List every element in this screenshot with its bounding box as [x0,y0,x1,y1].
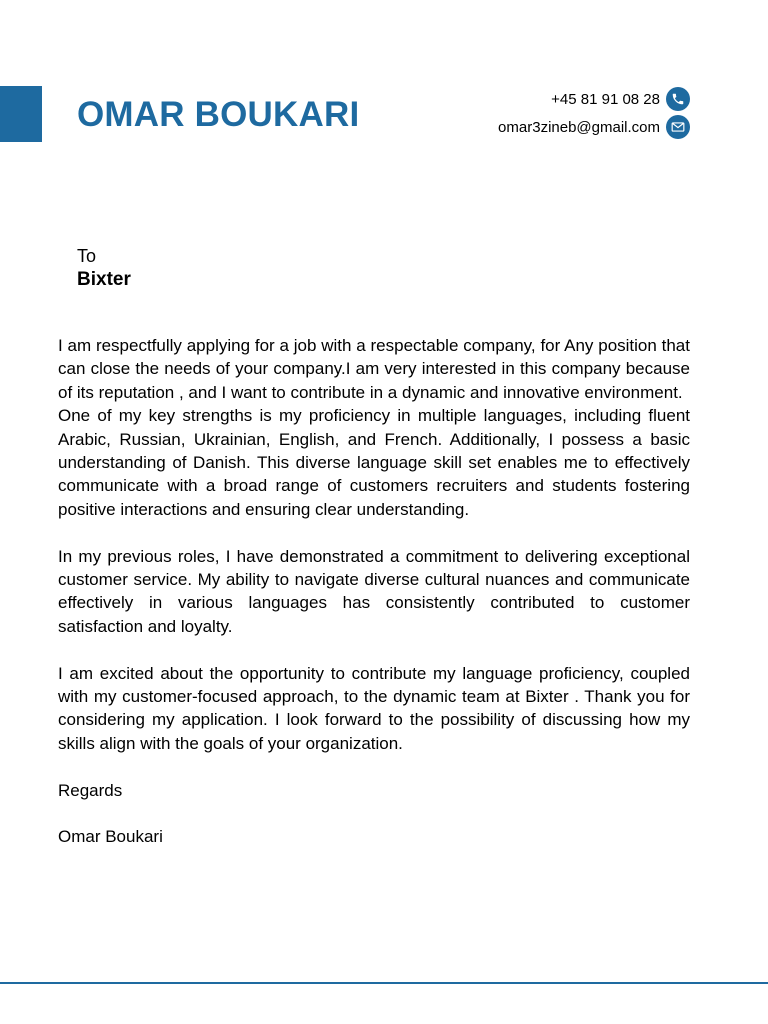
letter-signature: Omar Boukari [58,827,163,847]
phone-number: +45 81 91 08 28 [551,90,660,108]
recipient-label: To [77,246,97,266]
recipient-name: Bixter [77,269,131,290]
phone-icon [666,87,690,111]
letter-body [58,334,690,849]
email-address: omar3zineb@gmail.com [498,118,660,136]
applicant-name: OMAR BOUKARI [77,95,360,134]
letter-paragraph-2: One of my key strengths is my proficiency in multiple languages, including fluent Arabic, Russian, Ukrainian, English, and French. Additionally, I possess a basic understanding of Danish. This diverse language skill set enables me to effectively communicate with a broad range of customers recruiters and students fostering positive interactions and ensuring clear understanding. [58,406,690,519]
header-accent-block [0,86,42,142]
phone-row [498,87,690,111]
email-row [498,115,690,139]
letter-paragraph-4: I am excited about the opportunity to contribute my language proficiency, coupled with my customer-focused approach, to the dynamic team at Bixter . Thank you for considering my application. I look forward to the possibility of discussing how my skills align with the goals of your organization. [58,663,690,753]
letter-closing: Regards [58,780,123,800]
letter-paragraph-3: In my previous roles, I have demonstrated a commitment to delivering exceptional customer service. My ability to navigate diverse cultural nuances and communicate effectively in various languages has consistently contributed to customer satisfaction and loyalty. [58,546,690,636]
mail-icon [666,115,690,139]
letter-paragraph-1: I am respectfully applying for a job with a respectable company, for Any position that can close the needs of your company.I am very interested in this company because of its reputation , and I want to contribute in a dynamic and innovative environment. [58,336,690,402]
recipient-block [77,246,131,291]
contact-info [498,87,690,143]
footer-rule [0,982,768,984]
